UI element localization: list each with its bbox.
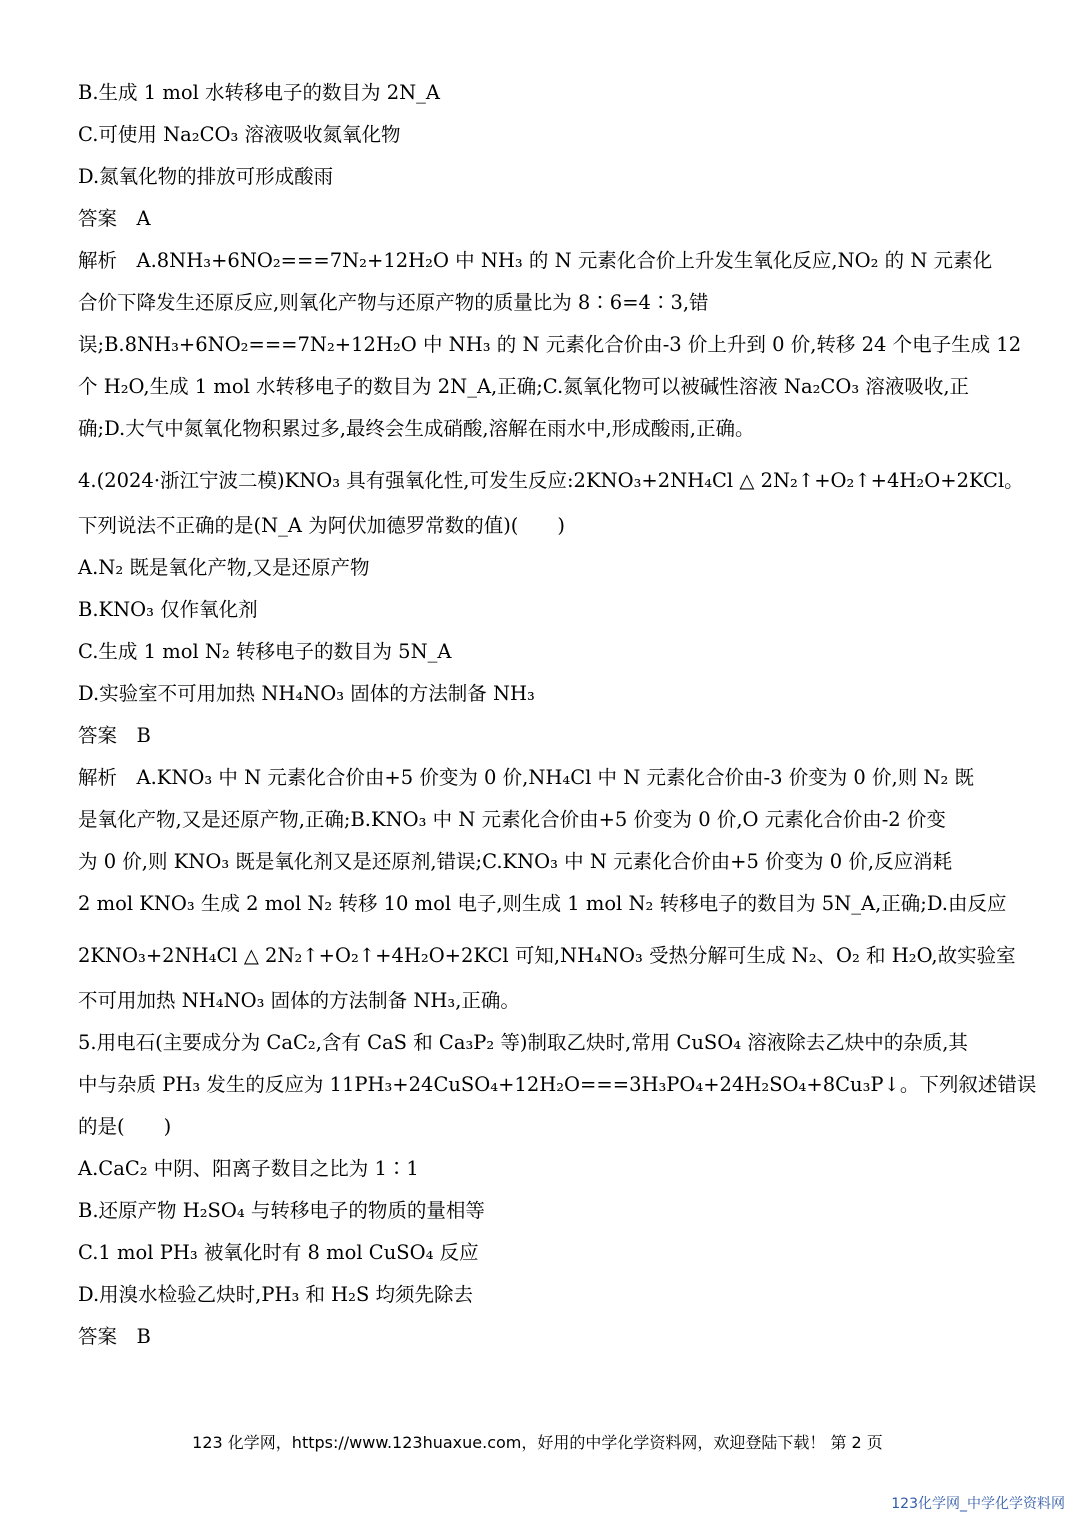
answer-q4: 答案 B xyxy=(78,724,151,747)
analysis-q4-line6: 不可用加热 NH₄NO₃ 固体的方法制备 NH₃,正确。 xyxy=(78,989,520,1012)
analysis-q4-line1: 解析 A.KNO₃ 中 N 元素化合价由+5 价变为 0 价,NH₄Cl 中 N 元素化合价由-3 价变为 0 价,则 N₂ 既 xyxy=(78,766,974,789)
option-c-q5: C.1 mol PH₃ 被氧化时有 8 mol CuSO₄ 反应 xyxy=(78,1241,479,1264)
analysis-q3-line4: 个 H₂O,生成 1 mol 水转移电子的数目为 2N_A,正确;C.氮氧化物可以被碱性溶液 Na₂CO₃ 溶液吸收,正 xyxy=(78,375,970,398)
option-b-q4: B.KNO₃ 仅作氧化剂 xyxy=(78,598,258,621)
option-a-q4: A.N₂ 既是氧化产物,又是还原产物 xyxy=(78,556,370,579)
question-5-stem-line1: 5.用电石(主要成分为 CaC₂,含有 CaS 和 Ca₃P₂ 等)制取乙炔时,常用 CuSO₄ 溶液除去乙炔中的杂质,其 xyxy=(78,1031,968,1054)
answer-q5: 答案 B xyxy=(78,1325,151,1348)
analysis-q3-line1: 解析 A.8NH₃+6NO₂===7N₂+12H₂O 中 NH₃ 的 N 元素化合价上升发生氧化反应,NO₂ 的 N 元素化 xyxy=(78,249,993,272)
page-body xyxy=(78,72,1037,1358)
answer-q3: 答案 A xyxy=(78,207,151,230)
option-d-q4: D.实验室不可用加热 NH₄NO₃ 固体的方法制备 NH₃ xyxy=(78,682,535,705)
question-4-stem-line1: 4.(2024·浙江宁波二模)KNO₃ 具有强氧化性,可发生反应:2KNO₃+2NH₄Cl △ 2N₂↑+O₂↑+4H₂O+2KCl。 xyxy=(78,469,1024,492)
analysis-q3-line2: 合价下降发生还原反应,则氧化产物与还原产物的质量比为 8∶6=4∶3,错 xyxy=(78,291,709,314)
analysis-q3-line5: 确;D.大气中氮氧化物积累过多,最终会生成硝酸,溶解在雨水中,形成酸雨,正确。 xyxy=(78,417,755,440)
question-5-stem-line3: 的是( ) xyxy=(78,1115,172,1138)
analysis-q4-line2: 是氧化产物,又是还原产物,正确;B.KNO₃ 中 N 元素化合价由+5 价变为 0 价,O 元素化合价由-2 价变 xyxy=(78,808,946,831)
option-b-q3: B.生成 1 mol 水转移电子的数目为 2N_A xyxy=(78,81,440,104)
question-5-stem-line2: 中与杂质 PH₃ 发生的反应为 11PH₃+24CuSO₄+12H₂O===3H₃PO₄+24H₂SO₄+8Cu₃P↓。下列叙述错误 xyxy=(78,1073,1037,1096)
page-footer: 123 化学网，https://www.123huaxue.com，好用的中学化学资料网，欢迎登陆下载！ 第 2 页 xyxy=(192,1433,883,1452)
option-b-q5: B.还原产物 H₂SO₄ 与转移电子的物质的量相等 xyxy=(78,1199,485,1222)
option-d-q3: D.氮氧化物的排放可形成酸雨 xyxy=(78,165,334,188)
option-c-q3: C.可使用 Na₂CO₃ 溶液吸收氮氧化物 xyxy=(78,123,401,146)
site-watermark: 123化学网_中学化学资料网 xyxy=(891,1496,1065,1512)
analysis-q4-line3: 为 0 价,则 KNO₃ 既是氧化剂又是还原剂,错误;C.KNO₃ 中 N 元素化合价由+5 价变为 0 价,反应消耗 xyxy=(78,850,953,873)
analysis-q4-line4: 2 mol KNO₃ 生成 2 mol N₂ 转移 10 mol 电子,则生成 1 mol N₂ 转移电子的数目为 5N_A,正确;D.由反应 xyxy=(78,892,1007,915)
analysis-q4-line5: 2KNO₃+2NH₄Cl △ 2N₂↑+O₂↑+4H₂O+2KCl 可知,NH₄NO₃ 受热分解可生成 N₂、O₂ 和 H₂O,故实验室 xyxy=(78,944,1016,967)
option-c-q4: C.生成 1 mol N₂ 转移电子的数目为 5N_A xyxy=(78,640,452,663)
question-4-stem-line2: 下列说法不正确的是(N_A 为阿伏加德罗常数的值)( ) xyxy=(78,514,566,537)
option-d-q5: D.用溴水检验乙炔时,PH₃ 和 H₂S 均须先除去 xyxy=(78,1283,474,1306)
analysis-q3-line3: 误;B.8NH₃+6NO₂===7N₂+12H₂O 中 NH₃ 的 N 元素化合价由-3 价上升到 0 价,转移 24 个电子生成 12 xyxy=(78,333,1022,356)
option-a-q5: A.CaC₂ 中阴、阳离子数目之比为 1∶1 xyxy=(78,1157,419,1180)
